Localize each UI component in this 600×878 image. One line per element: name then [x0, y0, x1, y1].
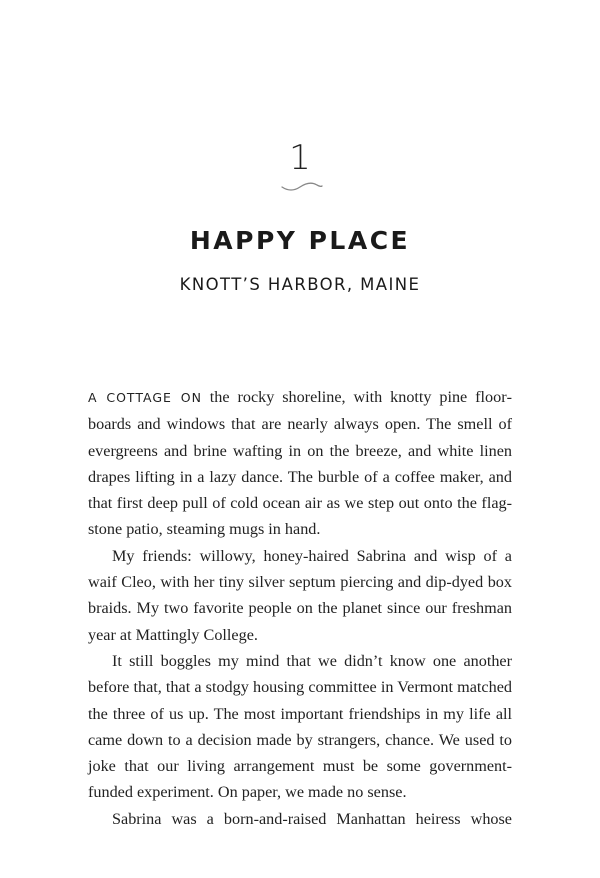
- paragraph-2: My friends: willowy, honey-haired Sabrina and wisp of a waif Cleo, with her tiny silver septum piercing and dip-dyed box braids. My two favorite people on the planet since our freshman year at Mattingly College.: [88, 546, 512, 644]
- paragraph-3: It still boggles my mind that we didn’t know one another before that, that a stodgy housing committee in Vermont matched the three of us up. The most important friendships in my life all came down to a decision made by strangers, chance. We used to joke that our living arrangement must be some government-funded experiment. On paper, we made no sense.: [88, 651, 512, 802]
- chapter-title: HAPPY PLACE: [189, 226, 411, 255]
- chapter-subtitle: KNOTT’S HARBOR, MAINE: [179, 275, 421, 294]
- paragraph-4: Sabrina was a born-and-raised Manhattan heiress whose: [112, 809, 512, 828]
- chapter-number: 1: [289, 138, 311, 178]
- chapter-body: [88, 384, 512, 832]
- swash-ornament-icon: [280, 178, 324, 194]
- paragraph-1-text: the rocky shoreline, with knotty pine floorboards and windows that are nearly always open. The smell of evergreens and brine wafting in on the breeze, and white linen drapes lifting in a lazy dance. The burble of a coffee maker, and that first deep pull of cold ocean air as we step out onto the flagstone patio, steaming mugs in hand.: [88, 388, 512, 539]
- paragraph-1: [88, 384, 512, 543]
- paragraph-lead-in: A COTTAGE ON: [88, 390, 202, 405]
